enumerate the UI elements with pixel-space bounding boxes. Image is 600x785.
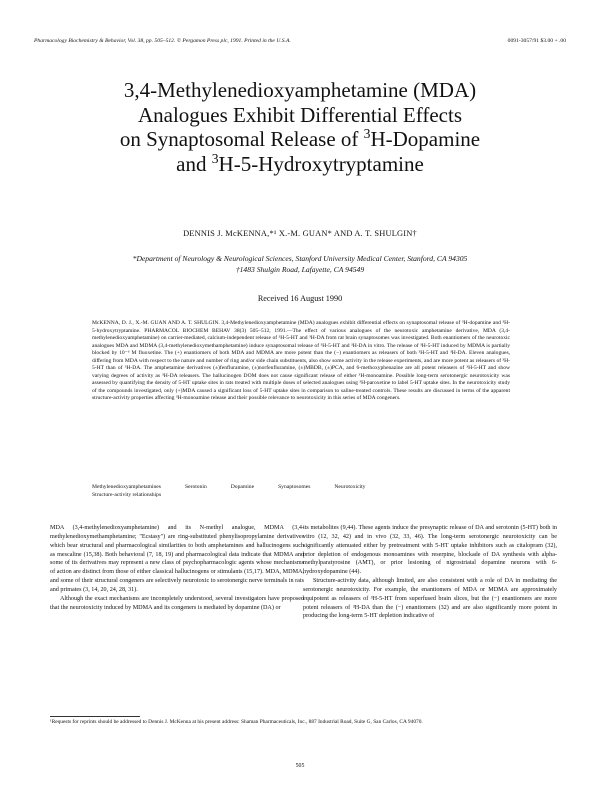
footnote: ¹Requests for reprints should be addressed to Dennis J. McKenna at his present address: Shaman Pharmaceuticals, Inc., 887 Industrial Road, Suite G, San Carlos, CA 94070.: [50, 719, 423, 725]
keyword: Methylenedioxyamphetamines: [92, 484, 161, 490]
affiliation-2: †1483 Shulgin Road, Lafayette, CA 94549: [235, 265, 365, 274]
affiliation-1: *Department of Neurology & Neurological Sciences, Stanford University Medical Center, Stanford, CA 94305: [132, 254, 468, 263]
page-number: 505: [295, 763, 305, 769]
article-title: [40, 78, 560, 176]
title-line-4-text: and: [176, 151, 212, 176]
keyword: Structure-activity relationships: [92, 492, 162, 498]
paragraph: Although the exact mechanisms are incompletely understood, several investigators have proposed that the neurotoxicity induced by MDMA and its congeners is mediated by dopamine (DA) or: [50, 595, 304, 611]
keywords-row-1: [92, 483, 510, 491]
title-line-2: Analogues Exhibit Differential Effects: [137, 102, 463, 127]
issn-code: 0091-3057/91 $3.00 + .00: [507, 38, 566, 44]
paragraph: MDA (3,4-methylenedioxyamphetamine) and its N-methyl analogue, MDMA (3,4-methylenedioxymethamphetamine; "Ecstasy") are ring-substituted phenylisopropylamine derivatives which bear structural and pharmacological similarities to both amphetamines and hallucinogens such as mescaline (15,38). Both behavioral (7, 18, 19) and pharmacological data indicate that MDMA and some of its derivatives may represent a new class of psychopharmacologic agents whose mechanisms of action are distinct from those of either classical hallucinogens or stimulants (15,17). MDA, MDMA, and some of their structural congeners are selectively neurotoxic to serotonergic nerve terminals in rats and primates (3, 14, 20, 24, 28, 31).: [50, 525, 304, 593]
affiliations: [40, 253, 560, 275]
authors: DENNIS J. McKENNA,*¹ X.-M. GUAN* AND A. T. SHULGIN†: [183, 229, 417, 238]
title-line-3-end: H-Dopamine: [370, 127, 481, 151]
title-line-3: [40, 127, 560, 152]
keyword: Dopamine: [230, 484, 255, 490]
abstract: McKENNA, D. J., X.-M. GUAN AND A. T. SHULGIN. 3,4-Methylenedioxyamphetamine (MDA) analogues exhibit differential effects on synaptosomal release of ³H-dopamine and ³H-5-hydroxytryptamine. PHARMACOL BIOCHEM BEHAV 38(3) 505–512, 1991.—The effect of various analogues of the neurotoxic amphetamine derivative, MDA (3,4-methylenedioxyamphetamine) on carrier-mediated, calcium-independent release of ³H-5-HT and ³H-DA from rat brain synaptosomes was investigated. Both enantiomers of the neurotoxic analogues MDA and MDMA (3,4-methylenedioxymethamphetamine) induce synaptosomal release of ³H-5-HT and ³H-DA in vitro. The release of ³H-5-HT induced by MDMA is partially blocked by 10⁻⁶ M fluoxetine. The (+) enantiomers of both MDA and MDMA are more potent than the (−) enantiomers as releasers of both ³H-5-HT and ³H-DA. Eleven analogues, differing from MDA with respect to the nature and number of ring and/or side chain substituents, also show some activity in the release experiments, and are more potent as releasers of ³H-5-HT than of ³H-DA. The amphetamine derivatives (±)fenfluramine, (±)norfenfluramine, (±)MBDB, (±)PCA, and 6-methoxyphenazine are all potent releasers of ³H-5-HT and show varying degrees of activity as ³H-DA releasers. The hallucinogen DOM does not cause significant release of either ³H-monoamine. Possible long-term serotonergic neurotoxicity was assessed by quantifying the density of 5-HT uptake sites in rats treated with multiple doses of selected analogues using ³H-paroxetine to label 5-HT uptake sites. In the neurotoxicity study of the compounds investigated, only (+)MDA caused a significant loss of 5-HT uptake sites in comparison to saline-treated controls. These results are discussed in terms of the apparent structure-activity properties affecting ³H-monoamine release and their possible relevance to neurotoxicity in this series of MDA congeners.: [92, 320, 510, 402]
title-line-3-sup: 3: [363, 126, 371, 141]
body-column-left: [50, 524, 304, 612]
keywords: [92, 483, 510, 499]
footnote-divider: [50, 716, 140, 717]
keyword: Synaptosomes: [278, 484, 311, 490]
paragraph: its metabolites (9,44). These agents induce the presynaptic release of DA and serotonin (5-HT) both in vitro (12, 32, 42) and in vivo (32, 33, 46). The long-term serotonergic neurotoxicity can be significantly attenuated either by pretreatment with 5-HT uptake inhibitors such as citalopram (32), prior depletion of endogenous monoamines with reserpine, blockade of DA synthesis with alpha-methylparatyrosine (AMT), or prior lesioning of nigrostriatal dopamine neurons with 6-hydroxydopamine (44).: [303, 525, 557, 576]
title-line-4-end: H-5-Hydroxytryptamine: [218, 151, 424, 176]
keyword: Serotonin: [184, 484, 207, 490]
keyword: Neurotoxicity: [334, 484, 366, 490]
title-line-3-text: on Synaptosomal Release of: [119, 127, 364, 151]
title-line-1: 3,4-Methylenedioxyamphetamine (MDA): [123, 78, 477, 102]
body-column-right: [303, 524, 557, 621]
journal-citation: Pharmacology Biochemistry & Behavior, Vol. 38, pp. 505–512. © Pergamon Press plc, 1991. Printed in the U.S.A.: [34, 38, 291, 44]
paragraph: Structure-activity data, although limited, are also consistent with a role of DA in mediating the serotonergic neurotoxicity. For example, the enantiomers of MDA or MDMA are approximately equipotent as releasers of ³H-5-HT from superfused brain slices, but the (−) enantiomers are more potent releasers of ³H-DA than the (−) enantiomers (32) and are also significantly more potent in producing the long-term 5-HT depletion indicative of: [303, 578, 557, 620]
title-line-4-sup: 3: [211, 150, 219, 166]
received-date: Received 16 August 1990: [257, 294, 343, 303]
title-line-4: [40, 152, 560, 177]
